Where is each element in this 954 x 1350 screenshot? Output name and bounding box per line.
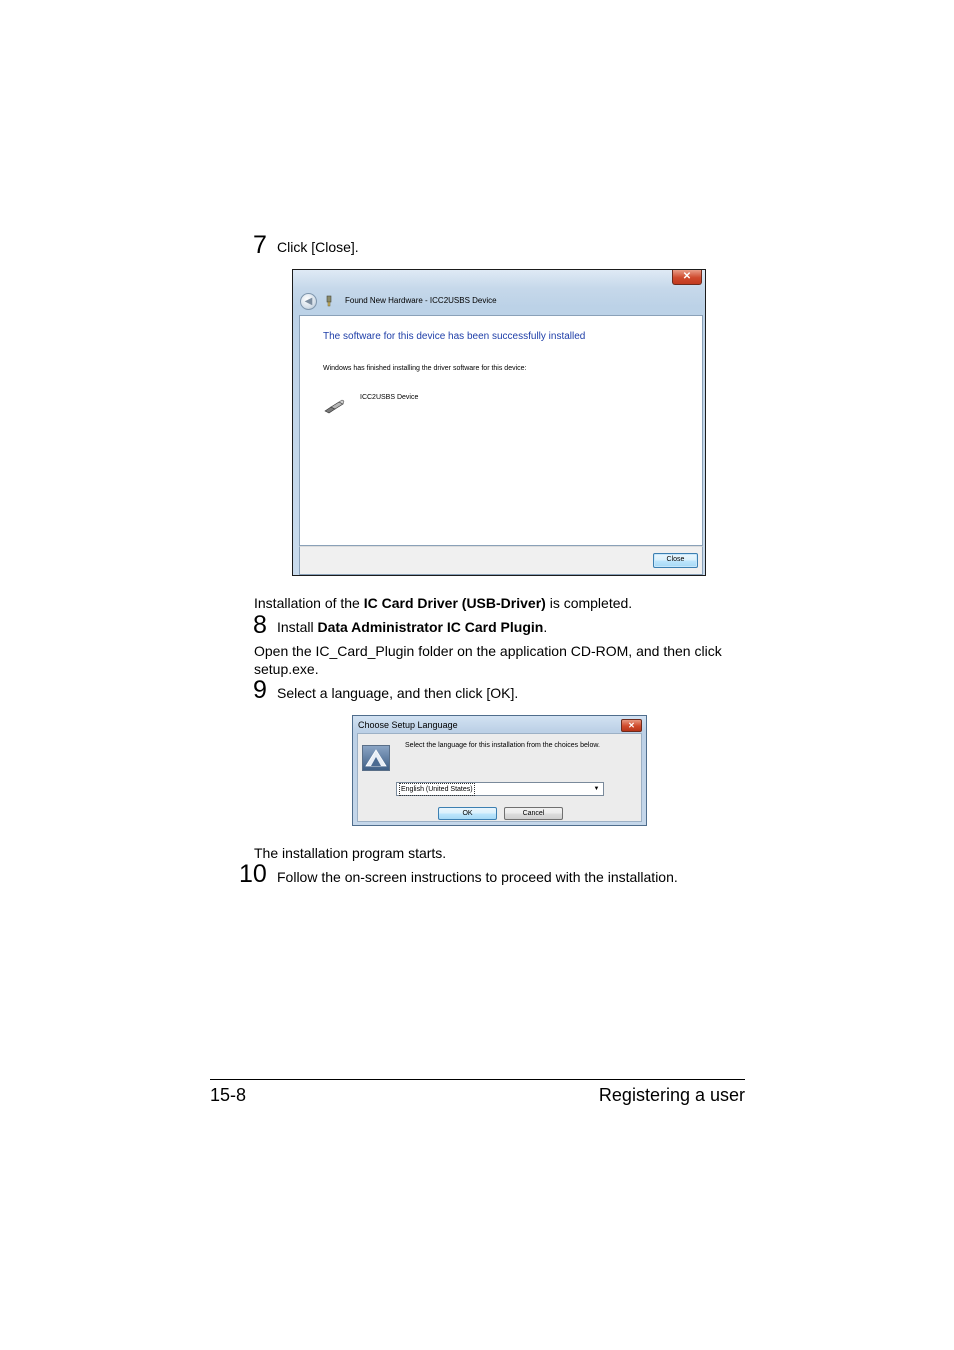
language-select[interactable] — [396, 782, 604, 796]
footer-rule — [210, 1079, 745, 1080]
window-close-button[interactable]: ✕ — [672, 270, 702, 285]
driver-name: IC Card Driver (USB-Driver) — [363, 595, 546, 611]
chevron-down-icon[interactable]: ▼ — [593, 786, 600, 792]
note-text: Installation of the — [254, 595, 364, 611]
step-10-instruction: Follow the on-screen instructions to proceed with the installation. — [277, 869, 678, 885]
step-number-7: 7 — [253, 231, 267, 259]
device-name-label: ICC2USBS Device — [360, 394, 419, 401]
window-close-button[interactable]: ✕ — [621, 719, 642, 732]
dialog-title: Choose Setup Language — [358, 720, 458, 730]
usb-device-icon — [323, 398, 345, 414]
instruction-text: Install — [277, 619, 318, 635]
section-title: Registering a user — [598, 1085, 745, 1105]
step-number-10: 10 — [239, 860, 267, 888]
instruction-text: . — [543, 619, 548, 635]
step-9-instruction: Select a language, and then click [OK]. — [277, 685, 519, 701]
dialog-button-bar — [299, 546, 703, 575]
success-heading: The software for this device has been successfully installed — [323, 331, 586, 342]
note-text: is completed. — [545, 595, 633, 611]
installer-logo-icon — [362, 745, 390, 771]
plugin-name: Data Administrator IC Card Plugin — [317, 619, 544, 635]
step-number-8: 8 — [253, 611, 267, 639]
selected-language: English (United States) — [401, 786, 473, 793]
language-prompt: Select the language for this installation from the choices below. — [405, 742, 600, 749]
choose-setup-language-dialog — [352, 715, 647, 826]
ok-button[interactable]: OK — [438, 807, 497, 820]
step-number-9: 9 — [253, 676, 267, 704]
hardware-icon — [323, 295, 335, 307]
step-7-instruction: Click [Close]. — [277, 239, 359, 255]
install-description: Windows has finished installing the driver software for this device: — [323, 365, 527, 372]
cancel-button[interactable]: Cancel — [504, 807, 563, 820]
step-8-instruction — [277, 618, 547, 636]
step-8-note-line-2: setup.exe. — [254, 661, 319, 677]
back-arrow-icon[interactable]: ◀ — [300, 293, 317, 310]
installer-shield-icon — [363, 746, 389, 770]
step-9-result-note: The installation program starts. — [254, 845, 447, 861]
page-number: 15-8 — [210, 1085, 247, 1105]
step-7-result-note — [254, 594, 632, 612]
dialog-content-panel — [299, 315, 703, 546]
step-8-note-line-1: Open the IC_Card_Plugin folder on the application CD-ROM, and then click — [254, 643, 722, 659]
close-button[interactable]: Close — [653, 553, 698, 568]
found-new-hardware-dialog — [292, 269, 706, 576]
dialog-title: Found New Hardware - ICC2USBS Device — [345, 296, 497, 305]
dialog-content-panel — [357, 733, 642, 822]
